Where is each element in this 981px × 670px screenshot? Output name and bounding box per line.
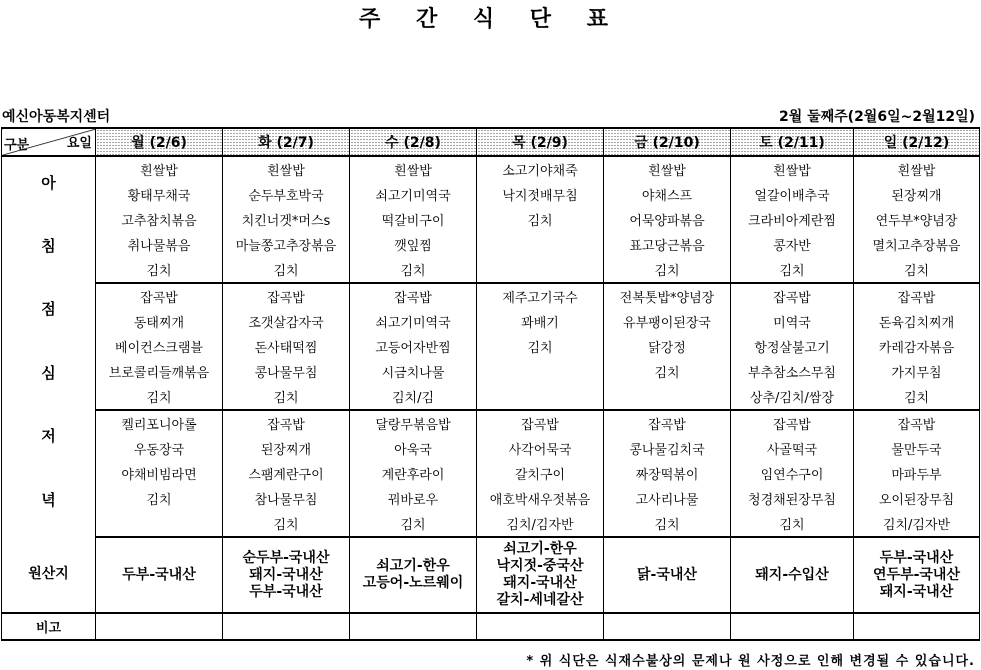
- menu-cell: 흰쌀밥: [854, 156, 980, 182]
- week-label: 2월 둘째주(2월6일~2월12일): [778, 109, 975, 125]
- menu-cell: 흰쌀밥: [604, 156, 731, 182]
- meal-row: [2, 410, 980, 436]
- center-name: 예신아동복지센터: [2, 109, 111, 125]
- menu-cell: 사골떡국: [731, 436, 854, 461]
- menu-cell: 흰쌀밥: [731, 156, 854, 182]
- day-header: 토 (2/11): [731, 128, 854, 156]
- menu-cell: 잡곡밥: [854, 283, 980, 309]
- menu-cell: 콩나물김치국: [604, 436, 731, 461]
- menu-cell: 된장찌개: [854, 182, 980, 207]
- meal-row: [2, 283, 980, 309]
- menu-cell: 달랑무볶음밥: [350, 410, 477, 436]
- menu-cell: 베이컨스크램블: [96, 334, 223, 359]
- menu-cell: 꽈배기: [477, 309, 604, 334]
- origin-line: 갈치-세네갈산: [496, 592, 584, 608]
- origin-line: 두부-국내산: [879, 549, 954, 566]
- note-cell: [604, 613, 731, 640]
- menu-cell: 김치: [604, 257, 731, 283]
- menu-cell: 잡곡밥: [350, 283, 477, 309]
- menu-cell: 김치/김: [350, 384, 477, 410]
- menu-cell: 오이된장무침: [854, 486, 980, 511]
- corner-day-label: 요일: [66, 136, 92, 151]
- menu-cell: 브로콜리들깨볶음: [96, 359, 223, 384]
- menu-cell: 마파두부: [854, 461, 980, 486]
- menu-cell: 야채스프: [604, 182, 731, 207]
- note-cell: [350, 613, 477, 640]
- meal-label-bottom: 녁: [2, 461, 96, 537]
- origin-row: [2, 537, 980, 613]
- menu-cell: 물만두국: [854, 436, 980, 461]
- origin-line: 두부-국내산: [122, 566, 196, 583]
- meal-label-bottom: 침: [2, 207, 96, 283]
- menu-cell: 김치: [223, 511, 350, 537]
- meal-row: [2, 257, 980, 283]
- menu-cell: 잡곡밥: [477, 410, 604, 436]
- meal-row: [2, 384, 980, 410]
- menu-cell: 돈사태떡찜: [223, 334, 350, 359]
- corner-category-label: 구분: [4, 138, 30, 153]
- header-row: [2, 128, 980, 156]
- menu-cell: 고등어자반찜: [350, 334, 477, 359]
- meal-row: [2, 511, 980, 537]
- menu-cell: 김치/김자반: [854, 511, 980, 537]
- day-header: 수 (2/8): [350, 128, 477, 156]
- menu-cell: 김치: [854, 257, 980, 283]
- menu-cell: 황태무채국: [96, 182, 223, 207]
- note-row: [2, 613, 980, 640]
- menu-cell: 김치: [604, 359, 731, 384]
- menu-cell: 흰쌀밥: [350, 156, 477, 182]
- meal-table: [1, 127, 980, 641]
- menu-cell: 고사리나물: [604, 486, 731, 511]
- menu-cell: 김치: [854, 384, 980, 410]
- note-cell: [854, 613, 980, 640]
- menu-cell: 조갯살감자국: [223, 309, 350, 334]
- meal-label-top: 저: [2, 410, 96, 461]
- day-header: 일 (2/12): [854, 128, 980, 156]
- menu-cell: 흰쌀밥: [223, 156, 350, 182]
- meal-label-bottom: 심: [2, 334, 96, 410]
- menu-cell: 김치: [604, 511, 731, 537]
- menu-cell: 짜장떡볶이: [604, 461, 731, 486]
- menu-cell: 야채비빔라면: [96, 461, 223, 486]
- origin-line: 낙지젓-중국산: [496, 558, 584, 574]
- menu-cell: 순두부호박국: [223, 182, 350, 207]
- menu-cell: 마늘쫑고추장볶음: [223, 232, 350, 257]
- menu-cell: 상추/김치/쌈장: [731, 384, 854, 410]
- menu-cell: 갈치구이: [477, 461, 604, 486]
- menu-cell: 김치: [223, 384, 350, 410]
- menu-cell: [477, 384, 604, 410]
- menu-cell: 우동장국: [96, 436, 223, 461]
- menu-cell: 얼갈이배추국: [731, 182, 854, 207]
- menu-cell: 김치: [731, 257, 854, 283]
- note-cell: [96, 613, 223, 640]
- meal-table-body: [2, 128, 980, 640]
- note-label: 비고: [2, 613, 96, 640]
- origin-line: 돼지-국내산: [503, 575, 577, 591]
- menu-cell: 낙지젓배무침: [477, 182, 604, 207]
- menu-cell: 사각어묵국: [477, 436, 604, 461]
- day-header: 화 (2/7): [223, 128, 350, 156]
- origin-line: 고등어-노르웨이: [362, 575, 464, 591]
- menu-cell: 김치: [350, 257, 477, 283]
- menu-cell: 멸치고추장볶음: [854, 232, 980, 257]
- note-cell: [223, 613, 350, 640]
- note-cell: [477, 613, 604, 640]
- menu-cell: 청경채된장무침: [731, 486, 854, 511]
- meal-row: [2, 309, 980, 334]
- menu-cell: 소고기야채죽: [477, 156, 604, 182]
- day-header: 금 (2/10): [604, 128, 731, 156]
- meal-row: [2, 436, 980, 461]
- menu-cell: [477, 257, 604, 283]
- menu-cell: 꿔바로우: [350, 486, 477, 511]
- origin-label: 원산지: [2, 537, 96, 613]
- menu-cell: [96, 511, 223, 537]
- origin-line: 돼지-수입산: [755, 566, 829, 583]
- menu-cell: 김치: [477, 207, 604, 232]
- menu-cell: 김치: [350, 511, 477, 537]
- menu-cell: 흰쌀밥: [96, 156, 223, 182]
- origin-cell: [854, 537, 980, 613]
- menu-cell: 잡곡밥: [223, 283, 350, 309]
- menu-cell: 부추참소스무침: [731, 359, 854, 384]
- menu-cell: 잡곡밥: [604, 410, 731, 436]
- menu-cell: 김치/김자반: [477, 511, 604, 537]
- menu-cell: 된장찌개: [223, 436, 350, 461]
- meal-row: [2, 461, 980, 486]
- menu-cell: 유부팽이된장국: [604, 309, 731, 334]
- menu-cell: 계란후라이: [350, 461, 477, 486]
- menu-cell: 김치: [96, 486, 223, 511]
- origin-cell: [96, 537, 223, 613]
- meal-label-top: 아: [2, 156, 96, 207]
- menu-cell: 가지무침: [854, 359, 980, 384]
- menu-cell: 잡곡밥: [731, 283, 854, 309]
- menu-cell: 콩나물무침: [223, 359, 350, 384]
- origin-line: 두부-국내산: [249, 583, 323, 600]
- menu-cell: 참나물무침: [223, 486, 350, 511]
- menu-cell: 취나물볶음: [96, 232, 223, 257]
- note-cell: [731, 613, 854, 640]
- menu-cell: 스팸계란구이: [223, 461, 350, 486]
- menu-cell: 켈리포니아롤: [96, 410, 223, 436]
- menu-cell: 쇠고기미역국: [350, 182, 477, 207]
- menu-cell: 전복톳밥*양념장: [604, 283, 731, 309]
- menu-cell: 항정살불고기: [731, 334, 854, 359]
- menu-cell: 임연수구이: [731, 461, 854, 486]
- meal-row: [2, 232, 980, 257]
- menu-cell: 김치: [96, 384, 223, 410]
- menu-cell: [604, 384, 731, 410]
- origin-line: 닭-국내산: [637, 566, 697, 583]
- menu-cell: 제주고기국수: [477, 283, 604, 309]
- origin-line: 연두부-국내산: [873, 566, 960, 583]
- menu-cell: 어묵양파볶음: [604, 207, 731, 232]
- origin-line: 돼지-국내산: [249, 566, 323, 583]
- header-corner: [2, 128, 96, 156]
- menu-cell: 동태찌개: [96, 309, 223, 334]
- menu-cell: 닭강정: [604, 334, 731, 359]
- menu-cell: 치킨너겟*머스s: [223, 207, 350, 232]
- menu-cell: 쇠고기미역국: [350, 309, 477, 334]
- origin-line: 쇠고기-한우: [376, 558, 450, 574]
- origin-line: 쇠고기-한우: [503, 541, 577, 557]
- menu-cell: 돈육김치찌개: [854, 309, 980, 334]
- origin-cell: [477, 537, 604, 613]
- origin-cell: [223, 537, 350, 613]
- meal-label-top: 점: [2, 283, 96, 334]
- meal-row: [2, 334, 980, 359]
- menu-cell: 애호박새우젓볶음: [477, 486, 604, 511]
- menu-cell: 떡갈비구이: [350, 207, 477, 232]
- origin-line: 순두부-국내산: [242, 549, 330, 566]
- menu-cell: 김치: [96, 257, 223, 283]
- menu-cell: [477, 232, 604, 257]
- menu-cell: 고추참치볶음: [96, 207, 223, 232]
- meal-row: [2, 486, 980, 511]
- day-header: 목 (2/9): [477, 128, 604, 156]
- meal-row: [2, 207, 980, 232]
- menu-cell: 표고당근볶음: [604, 232, 731, 257]
- menu-cell: 김치: [731, 511, 854, 537]
- menu-cell: 잡곡밥: [731, 410, 854, 436]
- menu-cell: 크라비아계란찜: [731, 207, 854, 232]
- menu-cell: 잡곡밥: [854, 410, 980, 436]
- meal-row: [2, 359, 980, 384]
- menu-cell: 깻잎찜: [350, 232, 477, 257]
- origin-cell: [604, 537, 731, 613]
- origin-cell: [350, 537, 477, 613]
- menu-cell: 시금치나물: [350, 359, 477, 384]
- origin-cell: [731, 537, 854, 613]
- meal-row: [2, 156, 980, 182]
- menu-cell: 김치: [477, 334, 604, 359]
- menu-cell: 아욱국: [350, 436, 477, 461]
- origin-line: 돼지-국내산: [879, 583, 954, 600]
- footer-note: * 위 식단은 식재수불상의 문제나 원 사정으로 인해 변경될 수 있습니다.: [526, 654, 975, 669]
- page-title: 주 간 식 단 표: [359, 7, 622, 32]
- menu-cell: 카레감자볶음: [854, 334, 980, 359]
- menu-cell: [477, 359, 604, 384]
- day-header: 월 (2/6): [96, 128, 223, 156]
- menu-cell: 김치: [223, 257, 350, 283]
- menu-cell: 잡곡밥: [223, 410, 350, 436]
- meal-row: [2, 182, 980, 207]
- menu-cell: 연두부*양념장: [854, 207, 980, 232]
- menu-cell: 콩자반: [731, 232, 854, 257]
- menu-cell: 미역국: [731, 309, 854, 334]
- menu-cell: 잡곡밥: [96, 283, 223, 309]
